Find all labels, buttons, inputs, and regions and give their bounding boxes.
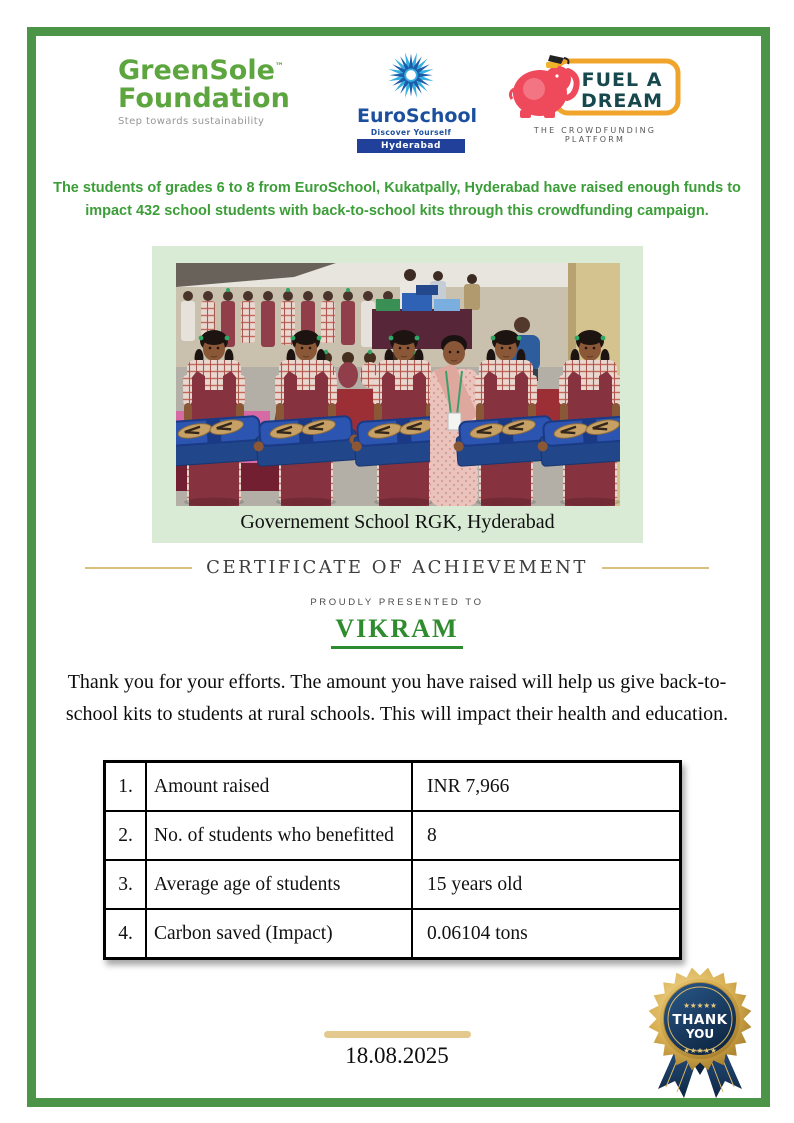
fueladream-text-line1: FUEL A (581, 69, 663, 91)
badge-text-line1: THANK (672, 1012, 728, 1028)
badge-text-line2: YOU (685, 1027, 715, 1041)
euroschool-city-banner: Hyderabad (357, 139, 465, 153)
certificate-date: 18.08.2025 (345, 1043, 449, 1068)
thank-you-badge (644, 961, 757, 1102)
badge-stars-top: ★★★★★ (683, 1001, 717, 1010)
euroschool-tagline: Discover Yourself (370, 128, 452, 137)
row-label: Amount raised (146, 762, 412, 812)
greensole-tagline: Step towards sustainability (118, 116, 265, 128)
students-photo (176, 263, 620, 506)
fueladream-text-line2: DREAM (581, 90, 663, 112)
stats-table (103, 760, 682, 960)
title-line-left (85, 567, 192, 569)
table-row (105, 860, 681, 909)
table-row (105, 909, 681, 959)
greensole-foundation-logo (118, 57, 290, 127)
euroschool-logo (357, 50, 478, 153)
table-row (105, 811, 681, 860)
fueladream-elephant-icon (506, 55, 684, 119)
row-value: 15 years old (412, 860, 681, 909)
fueladream-tagline: THE CROWDFUNDING PLATFORM (533, 126, 657, 144)
euroschool-name: EuroSchool (357, 105, 478, 127)
fueladream-logo (505, 55, 685, 144)
greensole-foundation-text: Foundation (118, 82, 290, 114)
thank-you-message (0, 666, 794, 731)
message-line-1: Thank you for your efforts. The amount you have raised will help us give back-to- (67, 671, 727, 693)
campaign-intro-text (0, 177, 794, 224)
badge-stars-bottom: ★★★★★ (683, 1046, 717, 1055)
row-number: 2. (105, 811, 147, 860)
euroschool-starburst-icon (384, 50, 438, 102)
row-value: INR 7,966 (412, 762, 681, 812)
photo-frame (152, 246, 643, 543)
row-label: No. of students who benefitted (146, 811, 412, 860)
recipient-name: VIKRAM (331, 614, 462, 649)
certificate-title: CERTIFICATE OF ACHIEVEMENT (206, 557, 588, 578)
row-value: 0.06104 tons (412, 909, 681, 959)
message-line-2: school kits to students at rural schools. This will impact their health and education. (65, 703, 729, 726)
intro-line-1: The students of grades 6 to 8 from EuroSchool, Kukatpally, Hyderabad have raised enough funds to (53, 180, 741, 196)
greensole-name (118, 57, 290, 85)
photo-caption: Governement School RGK, Hyderabad (240, 511, 555, 533)
row-number: 3. (105, 860, 147, 909)
presented-label: PROUDLY PRESENTED TO (310, 597, 484, 608)
certificate-title-row (85, 557, 709, 578)
row-label: Average age of students (146, 860, 412, 909)
row-label: Carbon saved (Impact) (146, 909, 412, 959)
greensole-name-text: GreenSole (118, 55, 275, 86)
row-number: 1. (105, 762, 147, 812)
table-row (105, 762, 681, 812)
title-line-right (602, 567, 709, 569)
row-number: 4. (105, 909, 147, 959)
row-value: 8 (412, 811, 681, 860)
recipient-wrap (0, 614, 794, 649)
intro-line-2: impact 432 school students with back-to-school kits through this crowdfunding campaign. (85, 203, 709, 220)
trademark-symbol: ™ (274, 62, 284, 72)
date-accent-line (324, 1031, 471, 1038)
